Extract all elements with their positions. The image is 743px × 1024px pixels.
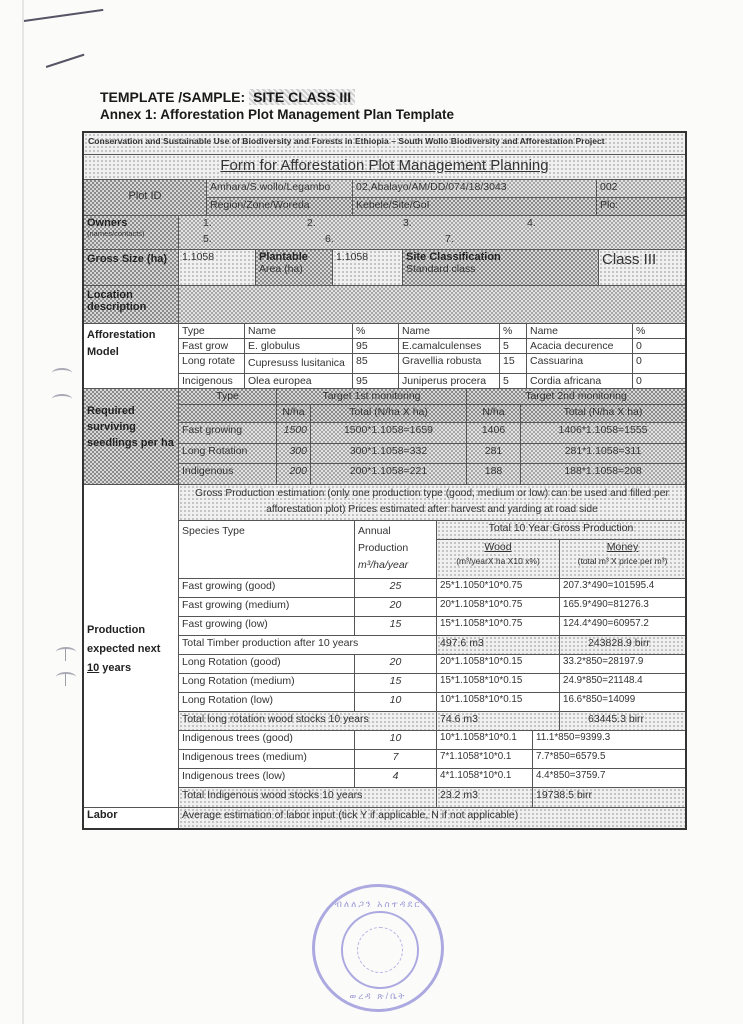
labor-text: Average estimation of labor input (tick Y if applicable, N if not applicable) [179,808,685,828]
seedlings-label: Required surviving seedlings per ha [84,389,179,484]
plot-id-label: Plot ID [84,180,207,215]
afforestation-model-label: Afforestation Model [84,324,179,388]
owner-slot-5[interactable]: 5. [203,233,212,245]
template-heading: TEMPLATE /SAMPLE: SITE CLASS III [100,89,355,105]
labor-label: Labor [84,808,179,828]
owners-field[interactable] [179,216,685,249]
page-edge [22,0,24,1024]
production-row-item: Fast growing (medium) 20 20*1.1058*10*0.75 165.9*490=81276.3 [179,598,685,617]
plantable-label: Plantable Area (ha) [256,250,333,285]
production-row-item: Long Rotation (low) 10 10*1.1058*10*0.15 16.6*850=14099 [179,693,685,712]
production-row-item: Long Rotation (good) 20 20*1.1058*10*0.15 33.2*850=28197.9 [179,655,685,674]
annex-title: Annex 1: Afforestation Plot Management Plan Template [100,107,455,122]
project-row [84,133,685,155]
region-value[interactable]: Amhara/S.wollo/Legambo [207,180,353,197]
gross-size-label: Gross Size (ha) [84,250,179,285]
model-row-fast: Fast grow E. globulus 95 E.camalculenses 5 Acacia decurence 0 [179,339,685,354]
region-label: Region/Zone/Woreda [207,198,353,215]
location-field[interactable] [179,286,685,323]
labor-row [84,808,685,828]
kebele-label: Kebele/Site/GoI [353,198,597,215]
model-row-indigenous: Incigenous Olea europea 95 Juniperus procera 5 Cordia africana 0 [179,374,685,388]
plot-id-row [84,180,685,216]
production-row-item: Indigenous trees (medium) 7 7*1.1058*10*0.1 7.7*850=6579.5 [179,750,685,769]
seedlings-row: Required surviving seedlings per ha Type Target 1st monitoring Target 2nd monitoring N/ha Total (N/ha X ha) N/ha Total (N/ha X ha) Fast growing 1500 1500*1.1058=1659 1406 1406*1.1058=1555 Long Rotation 300 300*1.1058=332 281 281*1.1058=311 Indigenous 200 200*1.1058=221 188 188*1.1058=208 [84,389,685,485]
site-class-label: Site Classification Standard class [403,250,599,285]
scan-mark [24,9,103,22]
owner-slot-1[interactable]: 1. [203,217,212,229]
production-label: Production expected next 10 years [84,485,179,807]
production-total-row: Total long rotation wood stocks 10 years 74.6 m3 63445.3 birr [179,712,685,731]
location-label: Location description [84,286,179,323]
binder-hole [52,394,72,404]
site-class-highlight: SITE CLASS III [249,89,355,105]
plantable-value[interactable]: 1.1058 [333,250,403,285]
owner-slot-7[interactable]: 7. [445,233,454,245]
plot-number-value[interactable]: 002 [597,180,685,197]
model-row-long: Long rotate Cupresuss lusitanica 85 Gravellia robusta 15 Cassuarina 0 [179,354,685,374]
seedling-row: Indigenous 200 200*1.1058=221 188 188*1.1058=208 [179,464,685,484]
form-title: Form for Afforestation Plot Management Planning [84,155,685,179]
project-name: Conservation and Sustainable Use of Biodiversity and Forests in Ethiopia – South Wollo Biodiversity and Afforestation Project [84,133,685,154]
production-row: Production expected next 10 years Gross Production estimation (only one production type (good, medium or low) can be used and filled per afforestation plot) Prices estimated after harvest and yarding at road side Species Type Annual Production m³/ha/year Total 10 Year Gross Production Wood (m³/yearX ha X10 x%) Money (total m³ X price per m³) Fast growing (good) 25 25*1.1050*10*0.75 207.3*490=101595.4 Fast growing (medium) 20 20*1.1058*10*0.75 165.9*490=81276.3 Fast growing (low) 15 15*1.1058*10*0.75 124.4*490=60957.2 Total Timber production after 10 years 497.6 m3 243828.9 birr Long Rotation (good) 20 20*1.1058*10*0.15 33.2*850=28197.9 Long Rotation (medium) 15 15*1.1058*10*0.15 24.9*850=21148.4 Long Rotation (low) 10 10*1.1058*10*0.15 16.6*850=14099 Total long rotation wood stocks 10 years 74.6 m3 63445.3 birr Indigenous trees (good) 10 10*1.1058*10*0.1 11.1*850=9399.3 Indigenous trees (medium) 7 7*1.1058*10*0.1 7.7*850=6579.5 Indigenous trees (low) 4 4*1.1058*10*0.1 4.4*850=3759.7 Total Indigenous wood stocks 10 years 23.2 m3 19738.5 birr [84,485,685,808]
official-stamp: ብለለጋን አስተዳደር ወረዳ ጽ/ቤት [312,884,444,1012]
management-plan-form [82,131,687,830]
afforestation-model-row: Afforestation Model Type Name % Name % Name % Fast grow E. globulus 95 E.camalculenses 5 Acacia decurence 0 Long rotate Cupresuss lusitanica 85 Gravellia robusta 15 Cassuarina 0 Incigenous Olea europea 95 Juniperus procera 5 Cordia africana 0 [84,324,685,389]
production-row-item: Fast growing (good) 25 25*1.1050*10*0.75 207.3*490=101595.4 [179,579,685,598]
binder-hole [56,647,76,657]
production-total-row: Total Timber production after 10 years 497.6 m3 243828.9 birr [179,636,685,655]
production-total-row: Total Indigenous wood stocks 10 years 23.2 m3 19738.5 birr [179,788,685,807]
production-row-item: Indigenous trees (low) 4 4*1.1058*10*0.1 4.4*850=3759.7 [179,769,685,788]
seedling-row: Fast growing 1500 1500*1.1058=1659 1406 1406*1.1058=1555 [179,423,685,444]
owner-slot-3[interactable]: 3. [403,217,412,229]
emblem-icon [357,927,403,973]
binder-hole [52,368,72,378]
production-row-item: Fast growing (low) 15 15*1.1058*10*0.75 124.4*490=60957.2 [179,617,685,636]
size-row [84,250,685,286]
form-title-row [84,155,685,180]
owners-label: Owners (names/contacts) [84,216,179,249]
owner-slot-4[interactable]: 4. [527,217,536,229]
owner-slot-6[interactable]: 6. [325,233,334,245]
plot-label: Plo: [597,198,685,215]
production-row-item: Indigenous trees (good) 10 10*1.1058*10*0.1 11.1*850=9399.3 [179,731,685,750]
scan-mark [46,54,85,68]
production-note: Gross Production estimation (only one production type (good, medium or low) can be used and filled per afforestation plot) Prices estimated after harvest and yarding at road side [195,488,669,515]
kebele-value[interactable]: 02,Abalayo/AM/DD/074/18/3043 [353,180,597,197]
seedling-row: Long Rotation 300 300*1.1058=332 281 281*1.1058=311 [179,444,685,465]
gross-size-value[interactable]: 1.1058 [179,250,256,285]
binder-hole [56,672,76,682]
production-row-item: Long Rotation (medium) 15 15*1.1058*10*0.15 24.9*850=21148.4 [179,674,685,693]
owners-row [84,216,685,250]
owner-slot-2[interactable]: 2. [307,217,316,229]
location-row [84,286,685,324]
site-class-value[interactable]: Class III [599,250,685,285]
